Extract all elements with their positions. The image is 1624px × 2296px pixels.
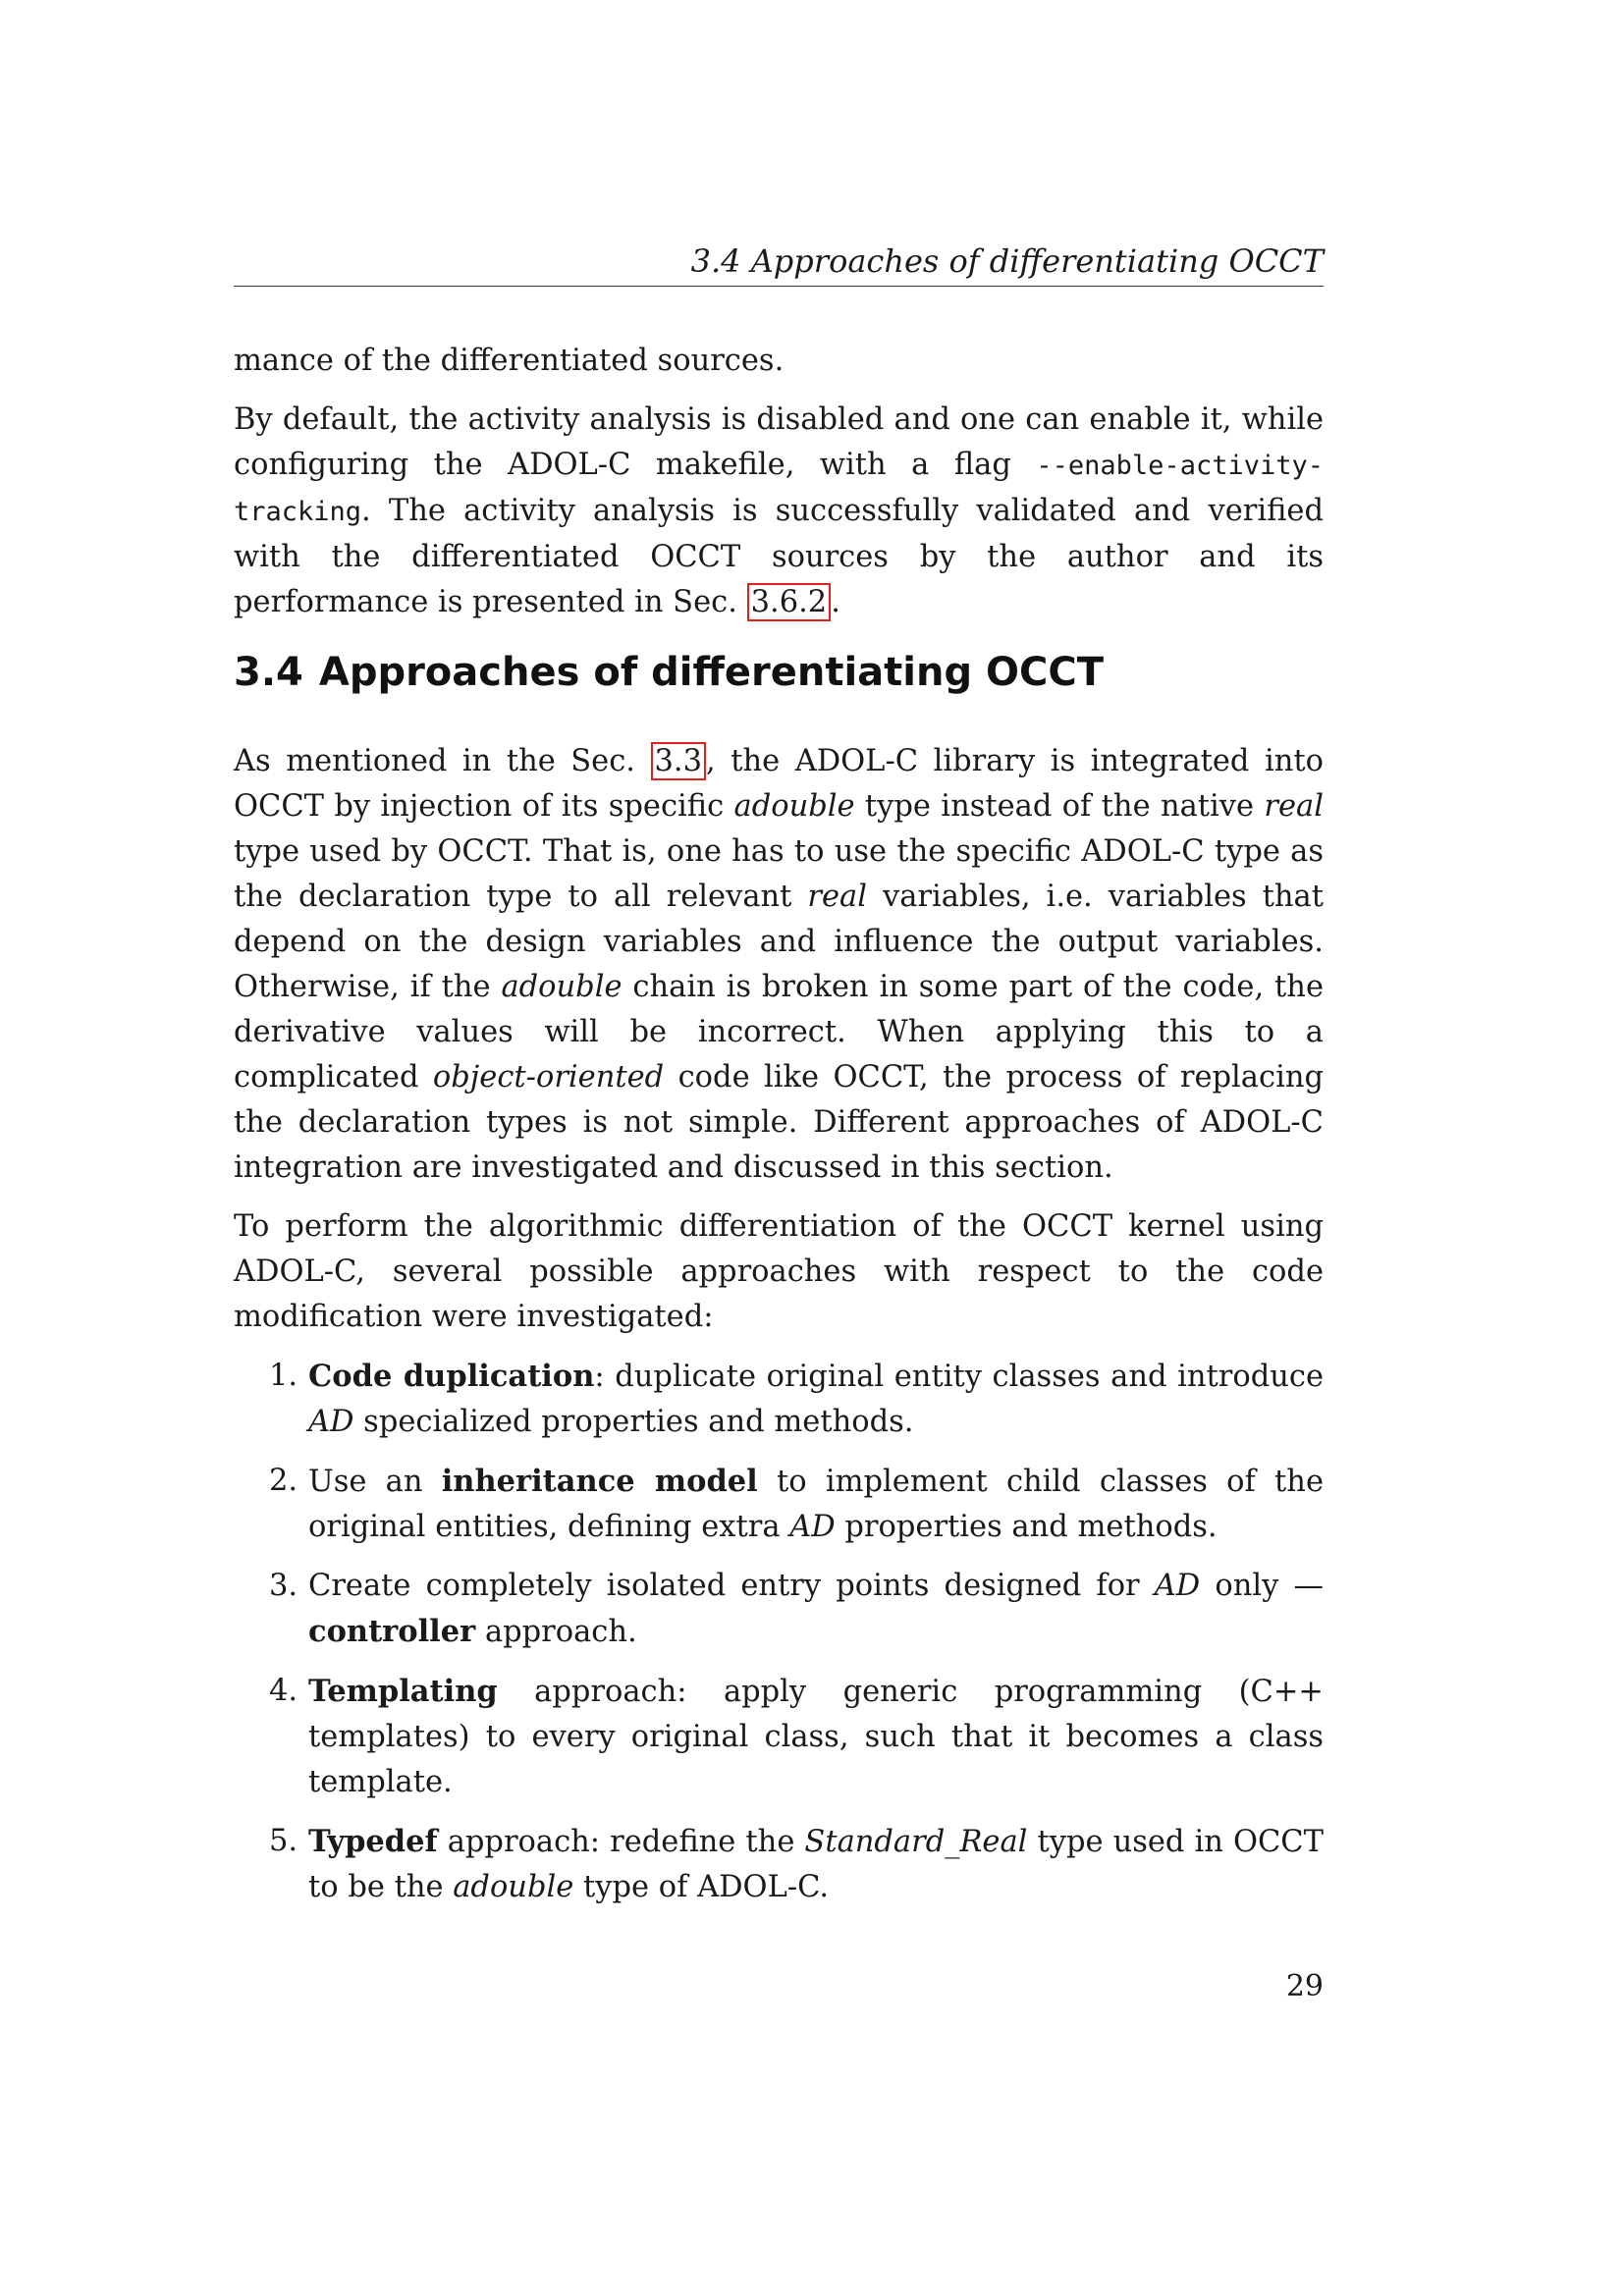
intro-text-2: . The activity analysis is successfully validated and verified with the differentiated OCCT sources by the author and its performance is presented in Sec. (234, 494, 1324, 619)
body-text-3: type instead of the native (854, 789, 1265, 824)
list-number: 3. (269, 1569, 298, 1603)
list-item-text: Create completely isolated entry points designed for (308, 1569, 1155, 1603)
list-item-text: type of ADOL-C. (573, 1870, 830, 1904)
list-item-text: approach: apply generic programming (C++ templates) to every original class, such that it becomes a class template. (308, 1675, 1324, 1799)
list-item (234, 1819, 1324, 1910)
section-ref-link[interactable]: 3.6.2 (747, 583, 832, 621)
header-rule (234, 286, 1324, 287)
list-item-emph: AD (1154, 1569, 1201, 1603)
list-item (234, 1354, 1324, 1445)
list-item-text: type used in OCCT to be the (308, 1825, 1324, 1904)
body-text-7: code like OCCT, the process of replacing the declaration types is not simple. Different approaches of ADOL-C integration are investigated and discussed in this section. (234, 1060, 1324, 1185)
list-item-text: : duplicate original entity classes and introduce (594, 1360, 1324, 1394)
list-item-term: controller (308, 1614, 476, 1649)
list-item-text: properties and methods. (835, 1510, 1218, 1544)
list-item-term: Templating (308, 1674, 498, 1709)
section-ref-link[interactable]: 3.3 (651, 742, 707, 780)
list-item-text: Use an (308, 1465, 442, 1499)
list-number: 4. (269, 1674, 298, 1708)
body-text-2: , the ADOL-C library is integrated into OCCT by injection of its specific (234, 744, 1324, 824)
list-number: 5. (269, 1824, 298, 1858)
body-text-4: type used by OCCT. That is, one has to use the specific ADOL-C type as the declaration type to all relevant (234, 834, 1324, 914)
list-item-text: specialized properties and methods. (353, 1405, 914, 1439)
intro-text (234, 339, 1324, 625)
configure-flag: --enable-activity-tracking (234, 451, 1324, 527)
list-item (234, 1459, 1324, 1550)
emph-real: real (807, 880, 867, 914)
list-item-text: approach. (475, 1615, 637, 1649)
running-header: 3.4 Approaches of differentiating OCCT (690, 242, 1324, 280)
body-paragraph-1 (234, 739, 1324, 1191)
body-paragraph-2: To perform the algorithmic differentiation of the OCCT kernel using ADOL-C, several possible approaches with respect to the code modification were investigated: (234, 1209, 1324, 1334)
body-text-1: As mentioned in the Sec. (234, 744, 651, 778)
list-item-text: to implement child classes of the original entities, defining extra (308, 1465, 1324, 1544)
intro-paragraph-2 (234, 398, 1324, 625)
list-item-emph: Standard_Real (804, 1825, 1028, 1859)
section-heading (234, 648, 1104, 697)
list-item-term: Code duplication (308, 1359, 595, 1394)
approaches-list (234, 1354, 1324, 1910)
list-item-text: only — (1200, 1569, 1324, 1603)
emph-adouble: adouble (733, 789, 855, 824)
list-item-term: Typedef (308, 1824, 438, 1859)
section-title: Approaches of differentiating OCCT (318, 650, 1105, 695)
list-item-term: inheritance model (441, 1464, 758, 1499)
list-item-emph: adouble (453, 1870, 574, 1904)
body-text-6: chain is broken in some part of the code, the derivative values will be incorrect. When applying this to a complicated (234, 970, 1324, 1095)
intro-paragraph-1: mance of the differentiated sources. (234, 344, 785, 378)
section-body (234, 739, 1324, 1924)
list-item (234, 1669, 1324, 1805)
emph-real: real (1264, 789, 1324, 824)
page-number: 29 (1285, 1969, 1324, 2003)
list-item (234, 1564, 1324, 1655)
list-number: 1. (269, 1359, 298, 1393)
list-item-text: approach: redefine the (437, 1825, 805, 1859)
emph-object-oriented: object-oriented (432, 1060, 665, 1095)
list-item-emph: AD (308, 1405, 354, 1439)
intro-text-1: By default, the activity analysis is disabled and one can enable it, while configuring the ADOL-C makefile, with a flag (234, 402, 1324, 482)
intro-text-3: . (831, 585, 840, 619)
section-number: 3.4 (234, 650, 303, 695)
body-text-5: variables, i.e. variables that depend on the design variables and influence the output variables. Otherwise, if the (234, 880, 1324, 1004)
list-number: 2. (269, 1464, 298, 1498)
emph-adouble: adouble (501, 970, 623, 1004)
list-item-emph: AD (789, 1510, 836, 1544)
